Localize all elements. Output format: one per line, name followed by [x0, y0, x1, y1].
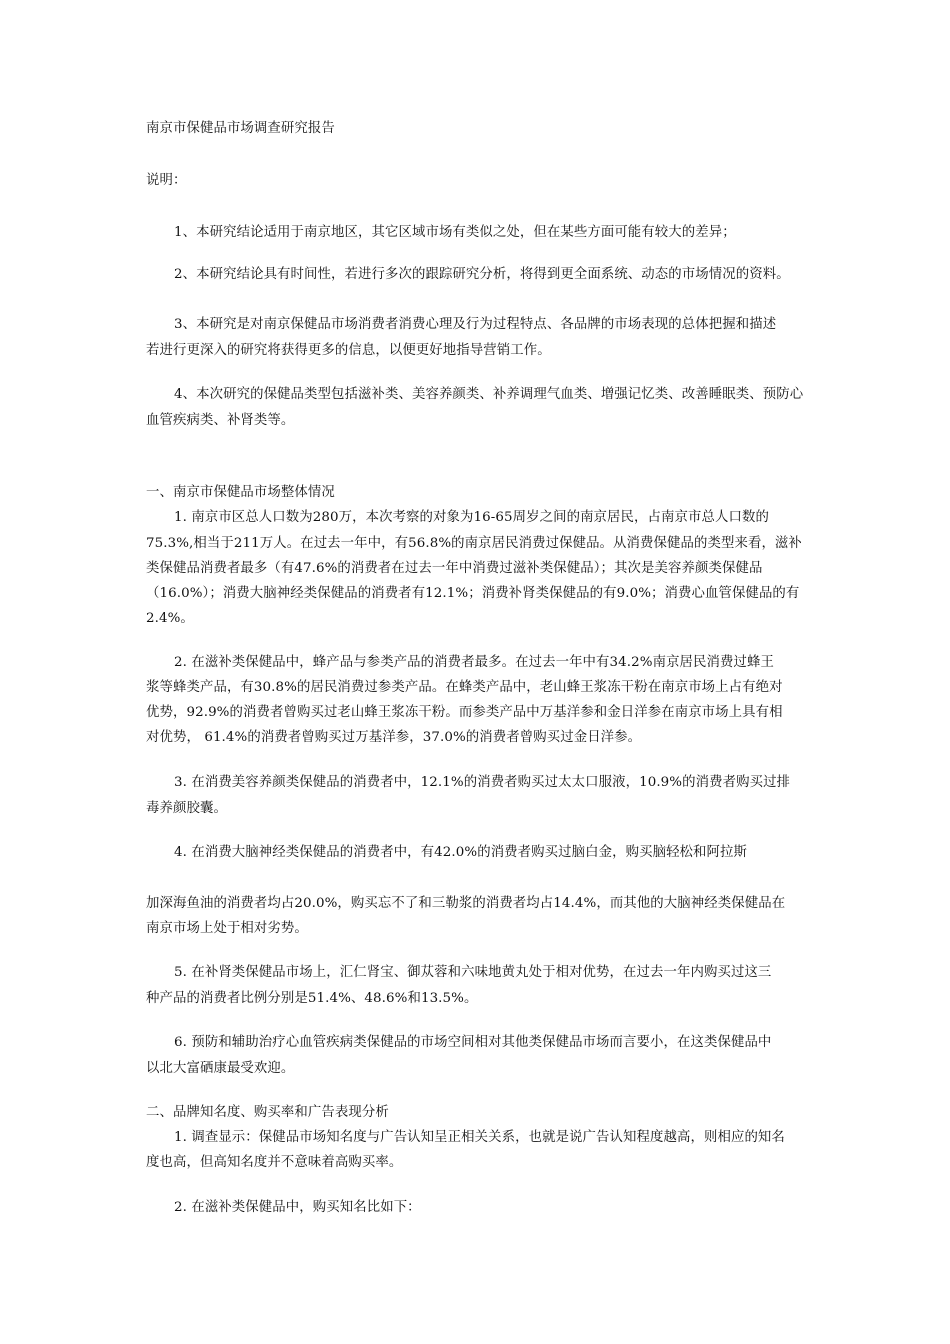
note-3-line-1: 3、本研究是对南京保健品市场消费者消费心理及行为过程特点、各品牌的市场表现的总体把握和描述 [174, 317, 777, 332]
document-title: 南京市保健品市场调查研究报告 [146, 121, 335, 136]
s1-p3-line-2: 毒养颜胶囊。 [146, 801, 227, 816]
s1-p2-line-2: 浆等蜂类产品，有30.8%的居民消费过参类产品。在蜂类产品中，老山蜂王浆冻干粉在南京市场上占有绝对 [146, 680, 783, 695]
s1-p1-line-4: （16.0%）；消费大脑神经类保健品的消费者有12.1%；消费补肾类保健品的有9.0%；消费心血管保健品的有 [146, 586, 800, 601]
s2-p1-line-1: 1. 调查显示：保健品市场知名度与广告认知呈正相关关系，也就是说广告认知程度越高，则相应的知名 [174, 1130, 785, 1145]
s1-p1-line-5: 2.4%。 [146, 611, 194, 626]
s1-p6-line-1: 5. 在补肾类保健品市场上，汇仁肾宝、御苁蓉和六味地黄丸处于相对优势，在过去一年内购买过这三 [174, 965, 772, 980]
s1-p1-line-2: 75.3%,相当于211万人。在过去一年中，有56.8%的南京居民消费过保健品。从消费保健品的类型来看，滋补 [146, 536, 802, 551]
s1-p7-line-2: 以北大富硒康最受欢迎。 [146, 1061, 295, 1076]
s1-p6-line-2: 种产品的消费者比例分别是51.4%、48.6%和13.5%。 [146, 991, 478, 1006]
s1-p4-line-1: 4. 在消费大脑神经类保健品的消费者中，有42.0%的消费者购买过脑白金，购买脑轻松和阿拉斯 [174, 845, 748, 860]
note-4-line-2: 血管疾病类、补肾类等。 [146, 413, 295, 428]
s1-p5-line-2: 南京市场上处于相对劣势。 [146, 921, 308, 936]
note-1-line-1: 1、本研究结论适用于南京地区，其它区域市场有类似之处，但在某些方面可能有较大的差异； [174, 225, 736, 240]
s2-p1-line-2: 度也高，但高知名度并不意味着高购买率。 [146, 1155, 403, 1170]
s1-p2-line-3: 优势，92.9%的消费者曾购买过老山蜂王浆冻干粉。而参类产品中万基洋参和金日洋参在南京市场上具有相 [146, 705, 783, 720]
s1-p2-line-4: 对优势， 61.4%的消费者曾购买过万基洋参，37.0%的消费者曾购买过金日洋参。 [146, 730, 642, 745]
note-3-line-2: 若进行更深入的研究将获得更多的信息，以便更好地指导营销工作。 [146, 343, 551, 358]
intro-heading: 说明： [146, 173, 187, 188]
s1-p3-line-1: 3. 在消费美容养颜类保健品的消费者中，12.1%的消费者购买过太太口服液，10.9%的消费者购买过排 [174, 775, 791, 790]
section-2-heading: 二、品牌知名度、购买率和广告表现分析 [146, 1105, 389, 1120]
s1-p7-line-1: 6. 预防和辅助治疗心血管疾病类保健品的市场空间相对其他类保健品市场而言要小，在这类保健品中 [174, 1035, 772, 1050]
s2-p2-line-1: 2. 在滋补类保健品中，购买知名比如下： [174, 1200, 421, 1215]
section-1-heading: 一、南京市保健品市场整体情况 [146, 485, 335, 500]
note-2-line-1: 2、本研究结论具有时间性，若进行多次的跟踪研究分析，将得到更全面系统、动态的市场情况的资料。 [174, 267, 790, 282]
s1-p5-line-1: 加深海鱼油的消费者均占20.0%，购买忘不了和三勒浆的消费者均占14.4%，而其他的大脑神经类保健品在 [146, 896, 786, 911]
note-4-line-1: 4、本次研究的保健品类型包括滋补类、美容养颜类、补养调理气血类、增强记忆类、改善睡眠类、预防心 [174, 387, 804, 402]
s1-p1-line-1: 1. 南京市区总人口数为280万，本次考察的对象为16-65周岁之间的南京居民，占南京市总人口数的 [174, 510, 769, 525]
s1-p1-line-3: 类保健品消费者最多（有47.6%的消费者在过去一年中消费过滋补类保健品）；其次是美容养颜类保健品 [146, 561, 763, 576]
s1-p2-line-1: 2. 在滋补类保健品中，蜂产品与参类产品的消费者最多。在过去一年中有34.2%南京居民消费过蜂王 [174, 655, 774, 670]
